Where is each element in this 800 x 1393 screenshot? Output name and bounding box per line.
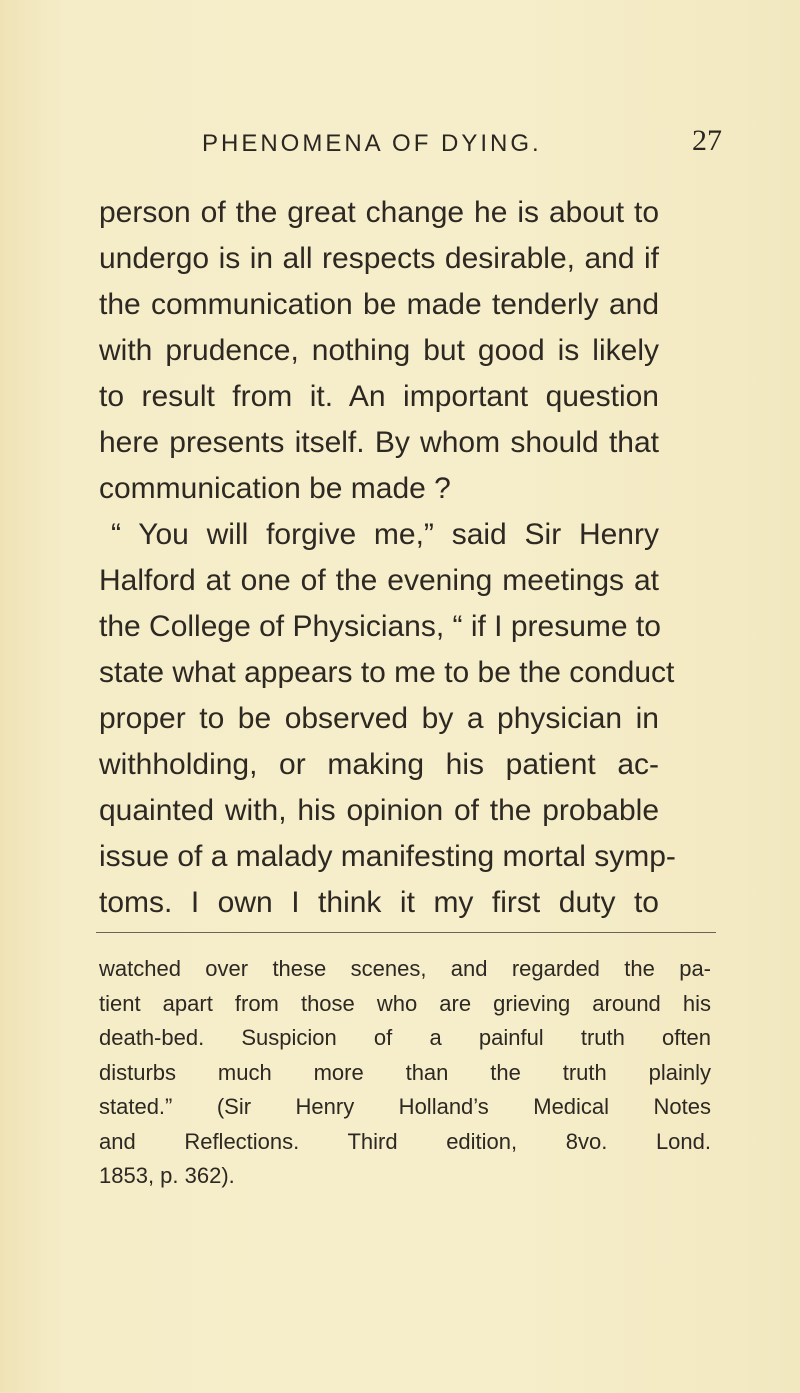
footnote-line: death-bed. Suspicion of a painful truth often <box>99 1025 711 1050</box>
body-line: toms. I own I think it my first duty to <box>99 886 659 919</box>
footnote <box>99 952 711 1194</box>
body-line: withholding, or making his patient ac- <box>99 748 659 781</box>
body-line: state what appears to me to be the conduct <box>99 656 675 689</box>
body-line: Halford at one of the evening meetings at <box>99 564 659 597</box>
body-line: here presents itself. By whom should that <box>99 426 659 459</box>
footnote-rule <box>96 932 716 933</box>
footnote-line: and Reflections. Third edition, 8vo. Lond. <box>99 1128 711 1154</box>
body-line: proper to be observed by a physician in <box>99 702 659 735</box>
body-line: person of the great change he is about to <box>99 196 659 229</box>
body-line: quainted with, his opinion of the probable <box>99 794 659 827</box>
body-line: “ You will forgive me,” said Sir Henry <box>111 518 659 551</box>
body-line: undergo is in all respects desirable, and if <box>99 242 659 275</box>
page-number: 27 <box>692 124 722 157</box>
footnote-line: 1853, p. 362). <box>99 1163 235 1188</box>
page-header <box>202 124 722 164</box>
body-line: to result from it. An important question <box>99 380 659 413</box>
footnote-line: stated.” (Sir Henry Holland’s Medical Notes <box>99 1094 711 1119</box>
body-line: the communication be made tenderly and <box>99 288 659 321</box>
body-line: with prudence, nothing but good is likely <box>99 334 659 367</box>
body-line: the College of Physicians, “ if I presume to <box>99 610 661 643</box>
footnote-line: disturbs much more than the truth plainly <box>99 1059 711 1085</box>
footnote-line: watched over these scenes, and regarded the pa- <box>99 956 711 981</box>
body-text <box>99 190 676 926</box>
footnote-line: tient apart from those who are grieving around his <box>99 990 711 1016</box>
running-head: PHENOMENA OF DYING. <box>202 130 542 157</box>
body-line: communication be made ? <box>99 472 451 505</box>
body-line: issue of a malady manifesting mortal symp- <box>99 840 676 873</box>
